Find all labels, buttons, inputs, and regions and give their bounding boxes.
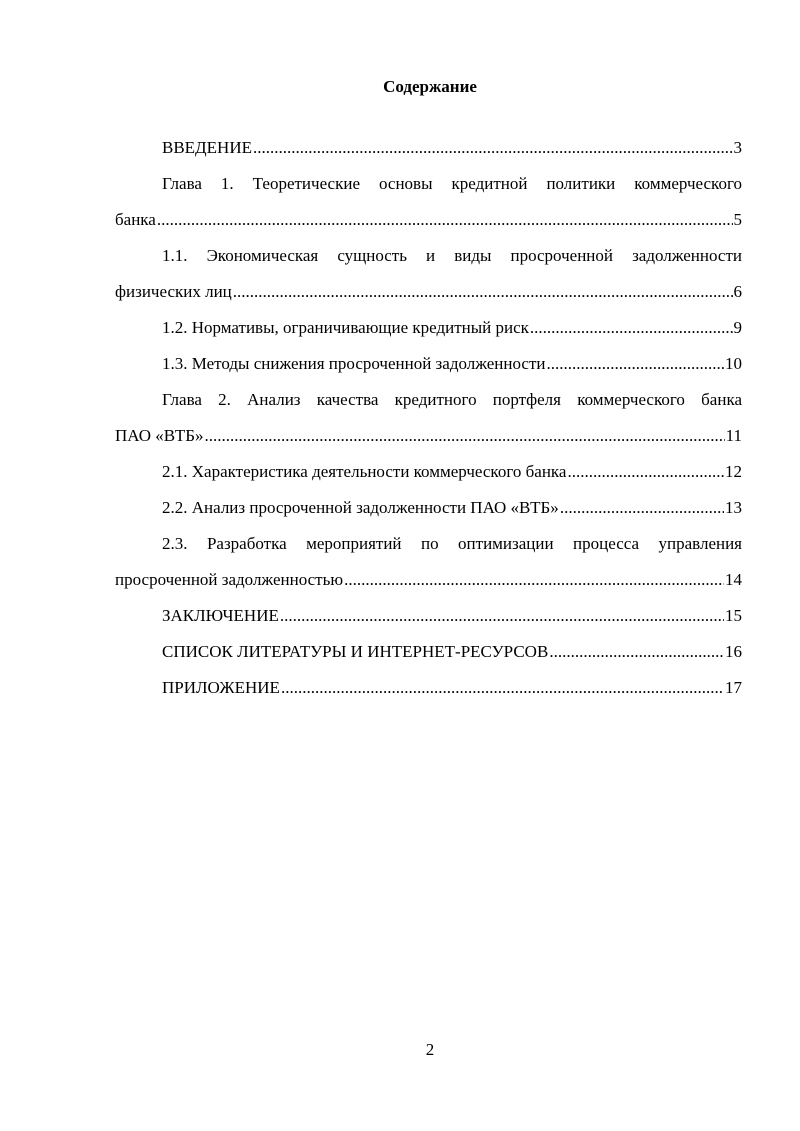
- toc-entry-text: СПИСОК ЛИТЕРАТУРЫ И ИНТЕРНЕТ-РЕСУРСОВ: [162, 642, 549, 661]
- toc-entry-text: ПРИЛОЖЕНИЕ: [162, 678, 280, 697]
- toc-leader-dots: [233, 274, 733, 310]
- toc-entry-appendix[interactable]: [115, 670, 742, 706]
- toc-entry-text: 2.1. Характеристика деятельности коммерческого банка: [162, 462, 567, 481]
- toc-page-number: 16: [725, 642, 742, 661]
- toc-page-number: 13: [725, 498, 742, 517]
- toc-leader-dots: [205, 418, 725, 454]
- toc-leader-dots: [253, 130, 733, 166]
- toc-entry-text: физических лиц: [115, 282, 232, 301]
- toc-entry-text: 2.2. Анализ просроченной задолженности ПАО «ВТБ»: [162, 498, 559, 517]
- toc-entry-text: банка: [115, 210, 156, 229]
- toc-page-number: 10: [725, 354, 742, 373]
- toc-page-number: 9: [733, 318, 742, 337]
- toc-entry-text: ЗАКЛЮЧЕНИЕ: [162, 606, 279, 625]
- toc-entry-introduction[interactable]: [115, 130, 742, 166]
- toc-page-number: 15: [725, 606, 742, 625]
- page-title: Содержание: [383, 77, 477, 96]
- toc-entry-2-2[interactable]: [115, 490, 742, 526]
- table-of-contents: [115, 130, 742, 706]
- toc-entry-1-1[interactable]: [115, 238, 742, 310]
- toc-leader-dots: [281, 670, 724, 706]
- toc-entry-2-3[interactable]: [115, 526, 742, 598]
- toc-entry-2-1[interactable]: [115, 454, 742, 490]
- toc-page-number: 12: [725, 462, 742, 481]
- toc-leader-dots: [567, 454, 724, 490]
- toc-entry-chapter-2[interactable]: [115, 382, 742, 454]
- toc-entry-text-line1: Глава 2. Анализ качества кредитного портфеля коммерческого банка: [162, 390, 742, 409]
- toc-page-number: 11: [725, 426, 742, 445]
- toc-leader-dots: [157, 202, 733, 238]
- toc-leader-dots: [560, 490, 724, 526]
- toc-entry-1-2[interactable]: [115, 310, 742, 346]
- toc-entry-1-3[interactable]: [115, 346, 742, 382]
- toc-entry-text: 1.3. Методы снижения просроченной задолженности: [162, 354, 546, 373]
- toc-entry-text: просроченной задолженностью: [115, 570, 344, 589]
- toc-entry-references[interactable]: [115, 634, 742, 670]
- toc-entry-text: ВВЕДЕНИЕ: [162, 138, 252, 157]
- toc-page-number: 3: [733, 138, 742, 157]
- toc-entry-text: 1.2. Нормативы, ограничивающие кредитный риск: [162, 318, 529, 337]
- toc-page-number: 17: [725, 678, 742, 697]
- toc-page-number: 6: [733, 282, 742, 301]
- page-number: 2: [425, 1040, 435, 1059]
- toc-leader-dots: [530, 310, 733, 346]
- toc-leader-dots: [344, 562, 724, 598]
- toc-entry-text-line1: 1.1. Экономическая сущность и виды просроченной задолженности: [162, 246, 742, 265]
- toc-page-number: 5: [733, 210, 742, 229]
- toc-leader-dots: [547, 346, 725, 382]
- toc-entry-text-line1: Глава 1. Теоретические основы кредитной политики коммерческого: [162, 174, 742, 193]
- toc-leader-dots: [280, 598, 724, 634]
- toc-entry-text: ПАО «ВТБ»: [115, 426, 204, 445]
- toc-entry-text-line1: 2.3. Разработка мероприятий по оптимизации процесса управления: [162, 534, 742, 553]
- toc-page-number: 14: [725, 570, 742, 589]
- toc-leader-dots: [549, 634, 724, 670]
- toc-entry-chapter-1[interactable]: [115, 166, 742, 238]
- toc-entry-conclusion[interactable]: [115, 598, 742, 634]
